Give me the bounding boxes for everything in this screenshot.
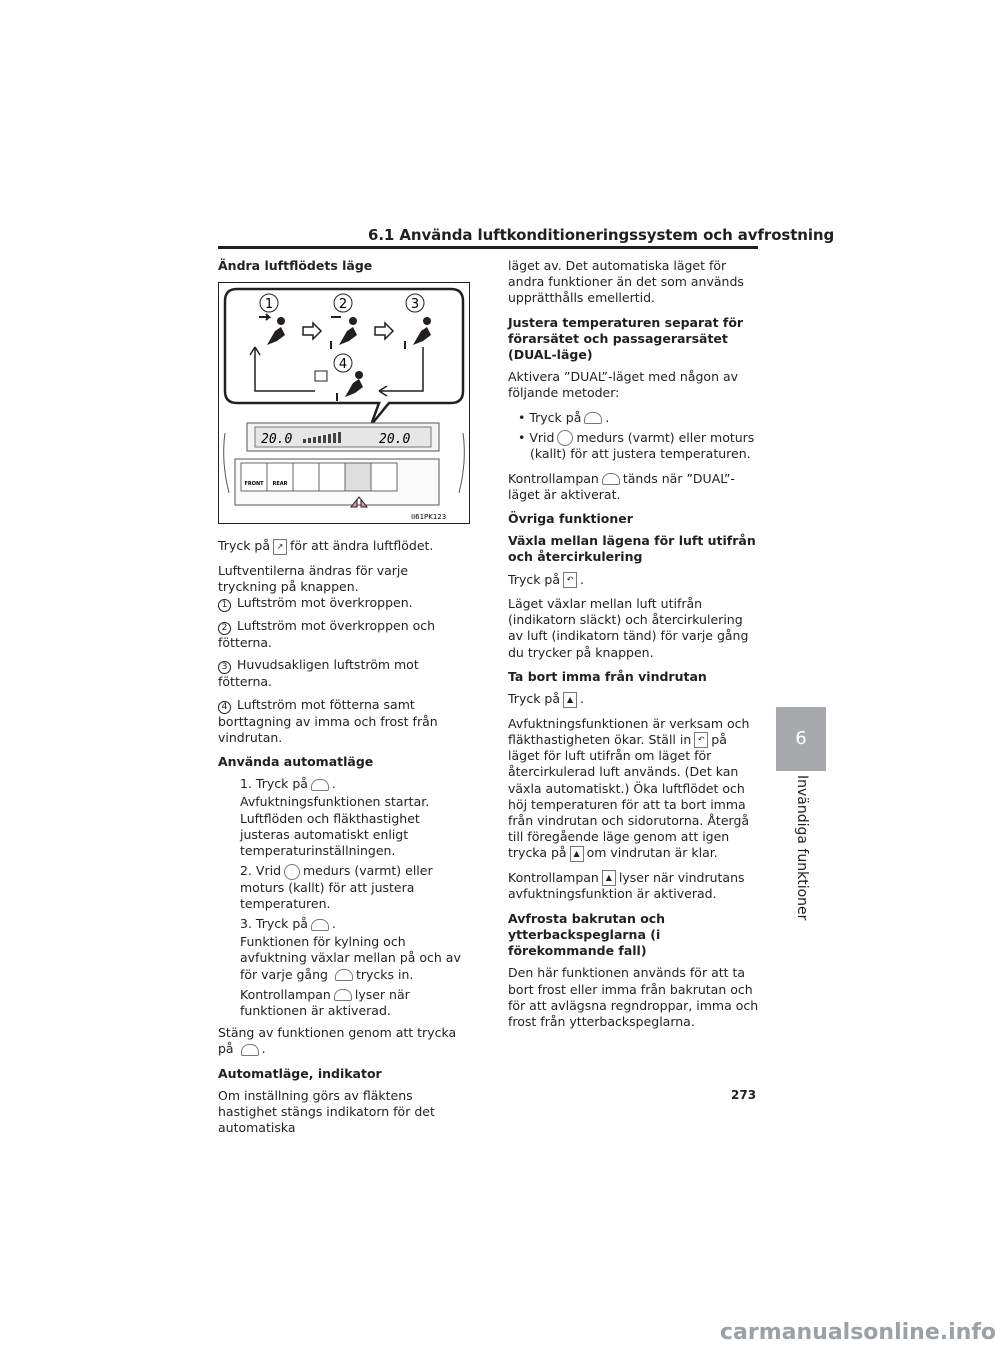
heading-defog: Ta bort imma från vindrutan [508, 668, 707, 684]
display-temp-right: 20.0 [379, 432, 411, 448]
recirc-text: Läget växlar mellan luft utifrån (indikatorn släckt) och återcirkulering av luft (indikatorn tänd) för varje gång du trycker på knappen. [508, 596, 749, 660]
display-temp-left: 20.0 [261, 432, 293, 448]
ac-off-icon [241, 1044, 259, 1056]
airflow-item-2: 2 Luftström mot överkroppen och fötterna. [218, 618, 436, 651]
heading-rear-defrost: Avfrosta bakrutan och ytterbackspeglarna (i förekommande fall) [508, 910, 666, 959]
airflow-item-4: 4 Luftström mot fötterna samt borttagning av imma och frost från vindrutan. [218, 696, 438, 745]
header-rule [218, 246, 758, 249]
defog-lamp-text: Kontrollampan ▲ lyser när vindrutans avfuktningsfunktion är aktiverad. [508, 869, 745, 902]
auto-step-3-body: Funktionen för kylning och avfuktning växlar mellan på och av för varje gång trycks in. [240, 934, 461, 982]
heading-other-functions: Övriga funktioner [508, 510, 633, 526]
airflow-item-3: 3 Huvudsakligen luftström mot fötterna. [218, 657, 419, 690]
dual-bullet-1: • Tryck på . [518, 409, 610, 425]
auto-button-icon [311, 779, 329, 791]
climate-panel-illustration [219, 283, 469, 523]
auto-step-1-body: Avfuktningsfunktionen startar. Luftflöden och fläkthastighet justeras automatiskt enligt temperaturinställningen. [240, 794, 430, 858]
page-number: 273 [731, 1088, 757, 1102]
passenger-temperature-knob-icon [557, 430, 573, 446]
rear-defrost-text: Den här funktionen används för att ta bort frost eller imma från bakrutan och för att avlägsna regndroppar, imma och frost från ytterbackspeglarna. [508, 965, 759, 1029]
airflow-item-1: 1 Luftström mot överkroppen. [218, 595, 470, 612]
chapter-tab: 6 [776, 707, 826, 771]
recirculation-button-icon: ↶ [563, 572, 577, 588]
figure-code: II61PK123 [411, 513, 447, 522]
press-mode-instruction: Tryck på ↗ för att ändra luftflödet. [218, 538, 434, 554]
mode-button-icon: ↗ [273, 539, 287, 555]
heading-recirculation: Växla mellan lägena för luft utifrån och återcirkulering [508, 533, 756, 565]
auto-step-1: 1. Tryck på . [240, 776, 336, 792]
continued-text: läget av. Det automatiska läget för andra funktioner än det som används upprätthålls emellertid. [508, 258, 744, 306]
left-column [218, 258, 470, 1144]
ac-button-icon [311, 919, 329, 931]
vents-change-text: Luftventilerna ändras för varje tryckning på knappen. [218, 562, 409, 594]
recirc-press: Tryck på ↶ . [508, 571, 584, 587]
auto-indicator-text: Om inställning görs av fläktens hastighet stängs indikatorn för det automatiska [218, 1087, 435, 1136]
windshield-defog-button-icon: ▲ [563, 692, 577, 708]
front-defog-label: FRONT [244, 481, 264, 488]
dual-bullet-2: • Vrid medurs (varmt) eller moturs (kallt) för att justera temperaturen. [518, 429, 755, 462]
label-2: 2 [338, 297, 348, 313]
rear-defog-label: REAR [272, 481, 288, 488]
auto-step-3: 3. Tryck på . [240, 916, 336, 932]
defog-press: Tryck på ▲ . [508, 691, 584, 707]
stop-function-text: Stäng av funktionen genom att trycka på . [218, 1025, 457, 1057]
ac-lamp-text: Kontrollampan lyser när funktionen är aktiverad. [240, 986, 410, 1019]
dual-button-icon [584, 412, 602, 424]
section-header: 6.1 Använda luftkonditioneringssystem och avfrostning [368, 226, 835, 244]
label-4: 4 [338, 357, 348, 373]
defog-text: Avfuktningsfunktionen är verksam och fläkthastigheten ökar. Ställ in ↶ på läget för luft utifrån om läget för återcirkulerad luft används. (Det kan växla automatiskt.) Öka luftflödet och höj temperaturen för att ta bort imma från vindrutan och sidorutorna. Återgå till föregående läge genom att igen trycka på ▲ om vindrutan är klar. [508, 715, 750, 861]
heading-dual-mode: Justera temperaturen separat för förarsätet och passagerarsätet (DUAL-läge) [508, 314, 744, 363]
dual-lamp-text: Kontrollampan tänds när ”DUAL”-läget är aktiverat. [508, 470, 735, 502]
dual-lamp-icon [602, 473, 620, 485]
heading-auto-mode: Använda automatläge [218, 753, 374, 769]
ac-button-icon-inline [335, 969, 353, 981]
climate-panel-figure [218, 282, 470, 524]
defog-lamp-icon: ▲ [602, 870, 616, 886]
label-3: 3 [410, 297, 420, 313]
recirculation-icon-inline: ↶ [694, 732, 708, 748]
auto-step-2: 2. Vrid medurs (varmt) eller moturs (kallt) för att justera temperaturen. [240, 863, 433, 911]
watermark: carmanualsonline.info [720, 1320, 996, 1345]
defog-icon-inline: ▲ [570, 846, 584, 862]
temperature-knob-icon [284, 864, 300, 880]
heading-auto-indicator: Automatläge, indikator [218, 1065, 382, 1081]
ac-lamp-icon [334, 989, 352, 1001]
label-1: 1 [264, 297, 274, 313]
dual-intro: Aktivera ”DUAL”-läget med någon av följande metoder: [508, 369, 739, 401]
heading-airflow-mode: Ändra luftflödets läge [218, 258, 373, 273]
right-column [508, 258, 760, 1038]
chapter-tab-label: Invändiga funktioner [794, 775, 810, 921]
